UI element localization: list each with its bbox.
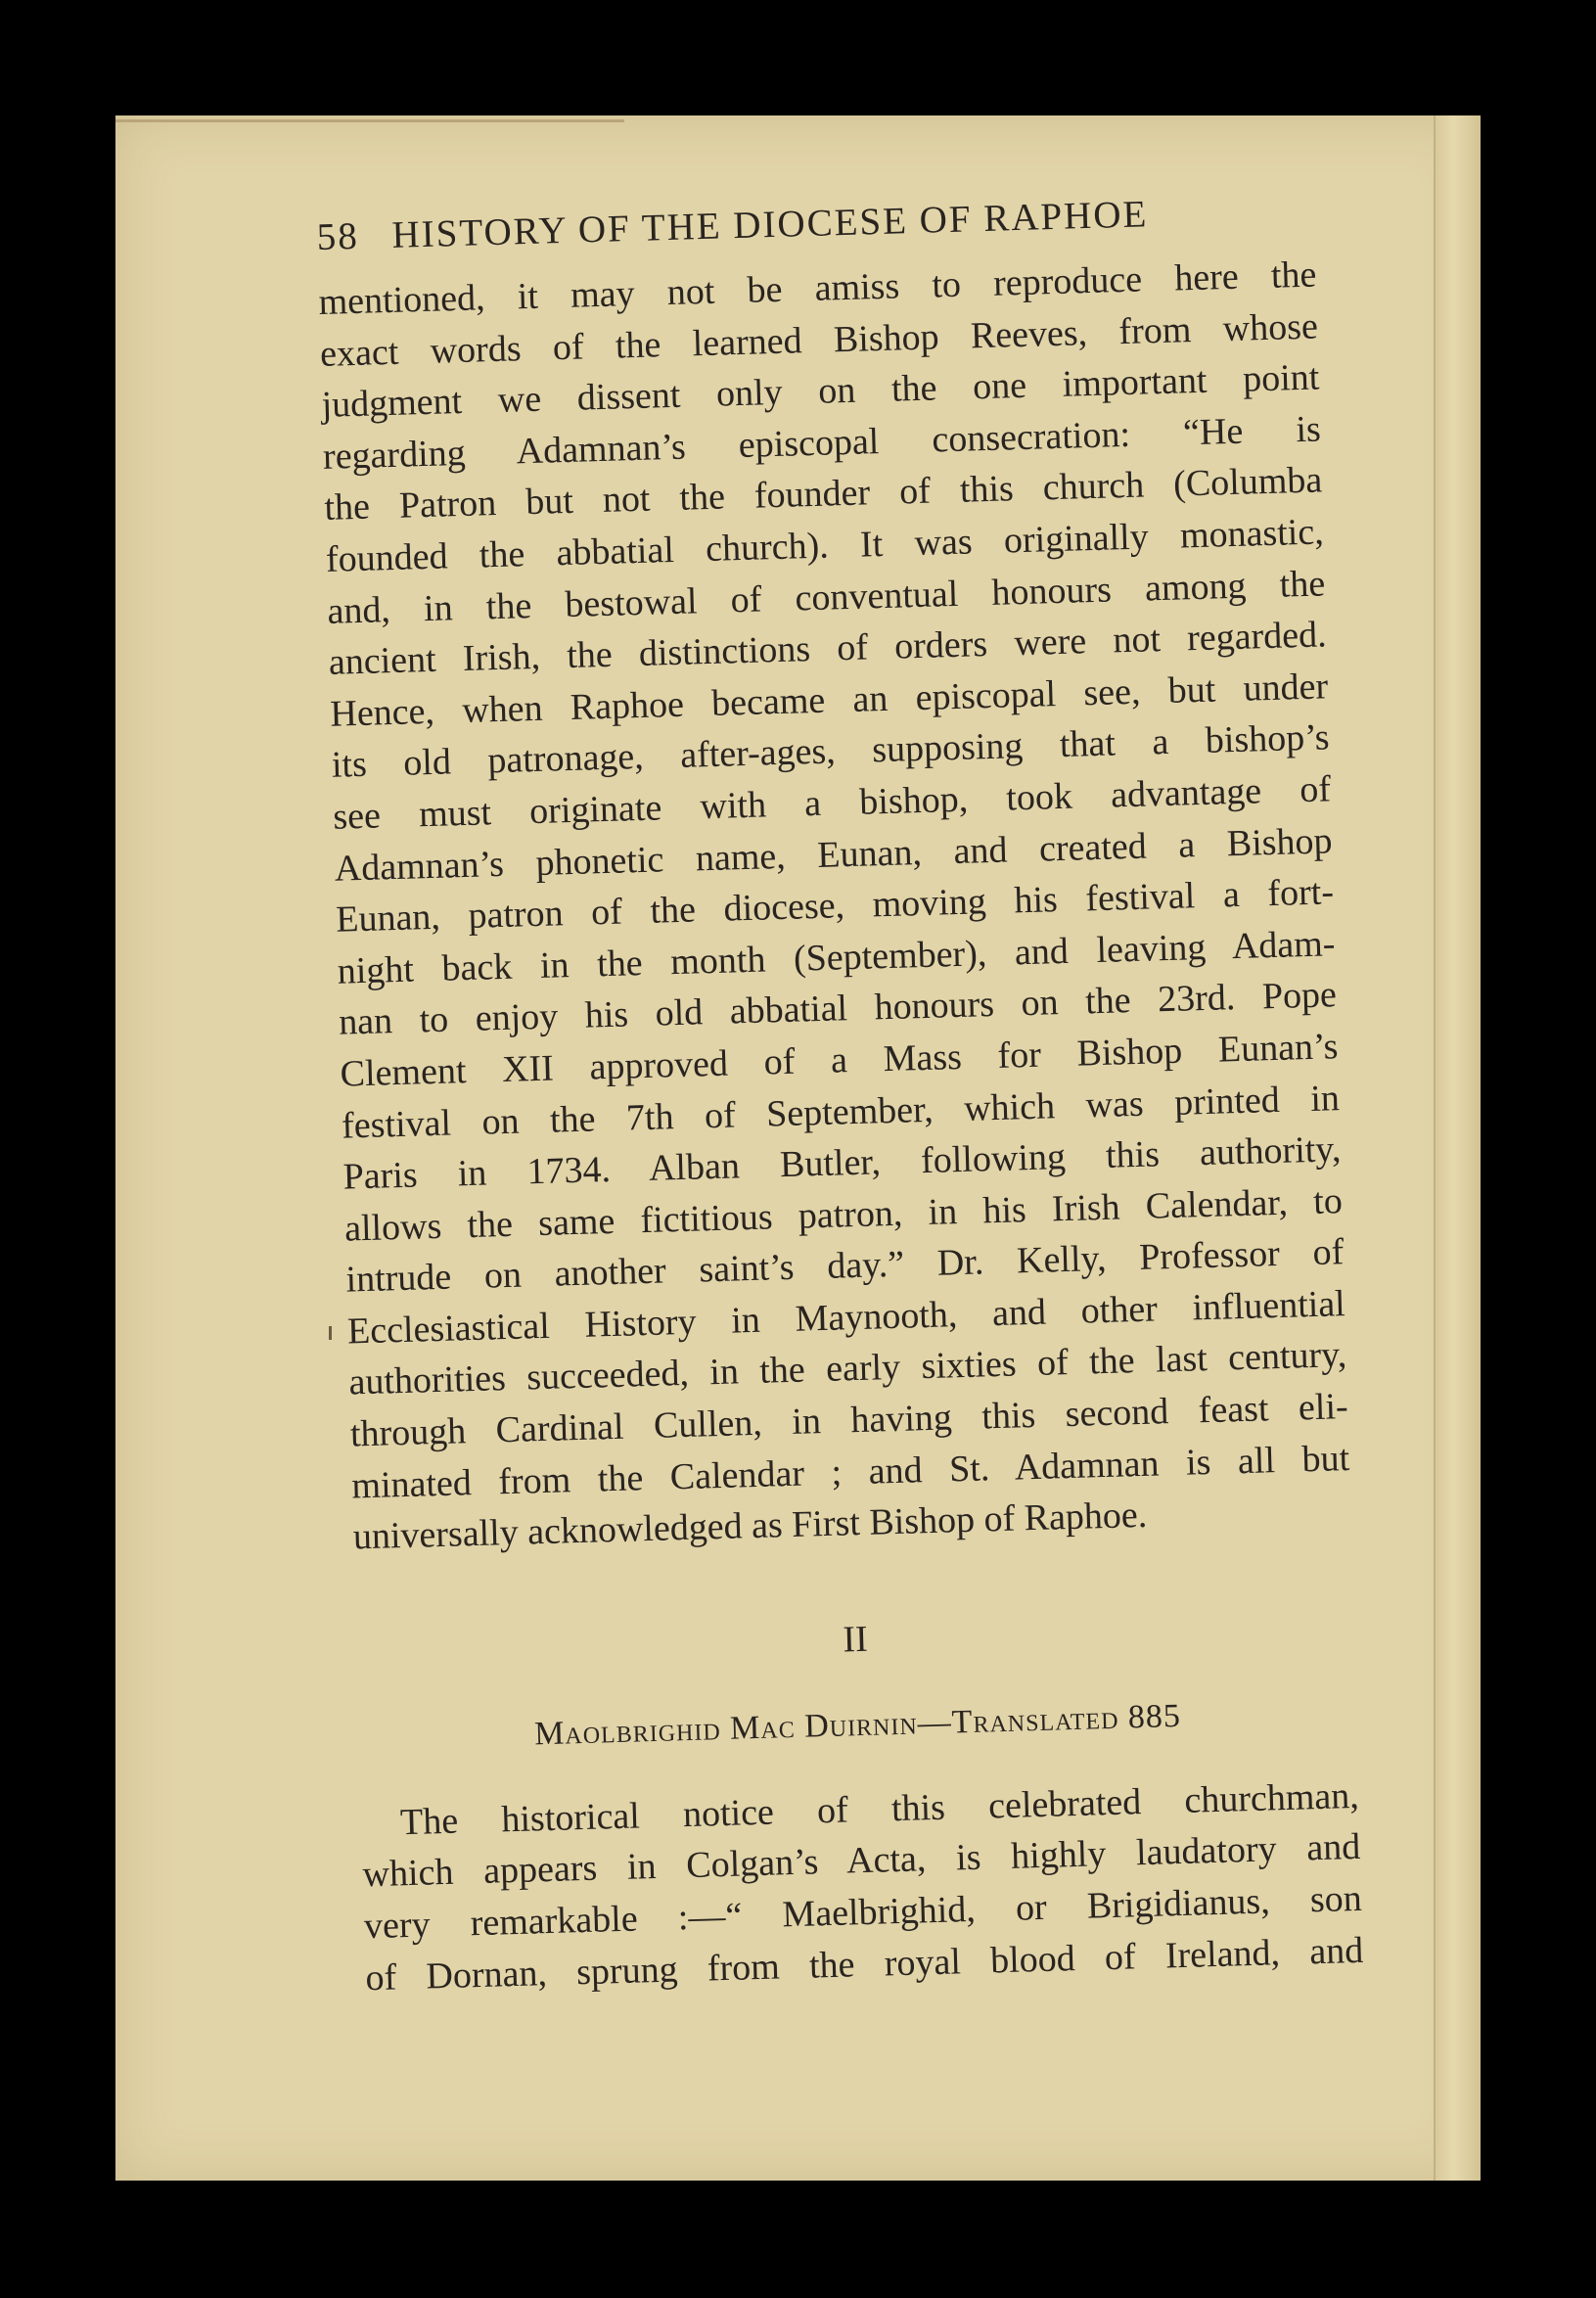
text-line: night back in the month (September), and leaving Adam- [337,922,1336,992]
text-line: through Cardinal Cullen, in having this second feast eli- [349,1386,1349,1455]
text-line: the Patron but not the founder of this church (Columba [323,459,1323,529]
section-heading: Maolbrighid Mac Duirnin—Translated 885 [533,1697,1182,1753]
text-line: Clement XII approved of a Mass for Bishop Eunan’s [340,1026,1339,1095]
text-line: festival on the 7th of September, which was printed in [341,1077,1341,1147]
text-line: allows the same fictitious patron, in his Irish Calendar, to [343,1179,1344,1250]
text-line: Ecclesiastical History in Maynooth, and other influential [346,1282,1346,1353]
section-numeral: II [842,1618,869,1661]
text-line: exact words of the learned Bishop Reeves, from whose [319,305,1319,375]
text-line: minated from the Calendar ; and St. Adamnan is all but [350,1437,1350,1507]
text-line: regarding Adamnan’s episcopal consecration: “He is [322,408,1322,478]
text-line: intrude on another saint’s day.” Dr. Kelly, Professor of [344,1231,1345,1301]
text-line: Paris in 1734. Alban Butler, following this authority, [342,1128,1342,1198]
text-line: see must originate with a bishop, took advantage of [332,768,1332,838]
text-line: mentioned, it may not be amiss to reproduce here the [318,253,1317,323]
text-line: very remarkable :—“ Maelbrighid, or Brigidianus, son [363,1877,1363,1948]
text-line: ancient Irish, the distinctions of orders were not regarded. [328,614,1328,683]
text-line: Eunan, patron of the diocese, moving his festival a fort- [335,871,1335,941]
text-line: nan to enjoy his old abbatial honours on the 23rd. Pope [338,974,1338,1043]
text-line: founded the abbatial church). It was originally monastic, [325,511,1325,580]
text-line: which appears in Colgan’s Acta, is highly laudatory and [361,1826,1361,1896]
text-line: Adamnan’s phonetic name, Eunan, and created a Bishop [334,819,1334,890]
text-line: of Dornan, sprung from the royal blood of Ireland, and [364,1929,1364,1999]
text-line: judgment we dissent only on the one important point [321,356,1320,427]
text-line: The historical notice of this celebrated churchman, [399,1774,1360,1844]
text-line: and, in the bestowal of conventual honours among the [326,562,1326,632]
text-line: its old patronage, after-ages, supposing that a bishop’s [331,716,1331,787]
running-title: HISTORY OF THE DIOCESE OF RAPHOE [390,193,1149,256]
page-right-edge [1434,115,1481,2181]
top-edge-rule [115,119,624,122]
text-line: universally acknowledged as First Bishop of Raphoe. [352,1494,1148,1558]
page-number: 58 [316,214,360,258]
book-page [115,115,1481,2181]
paragraph-1 [318,249,1351,1563]
text-line: authorities succeeded, in the early sixties of the last century, [347,1334,1347,1403]
paper-speck [329,1326,332,1340]
text-block [316,181,1364,2004]
paragraph-2 [360,1770,1363,2004]
text-line: Hence, when Raphoe became an episcopal see, but under [329,666,1329,735]
